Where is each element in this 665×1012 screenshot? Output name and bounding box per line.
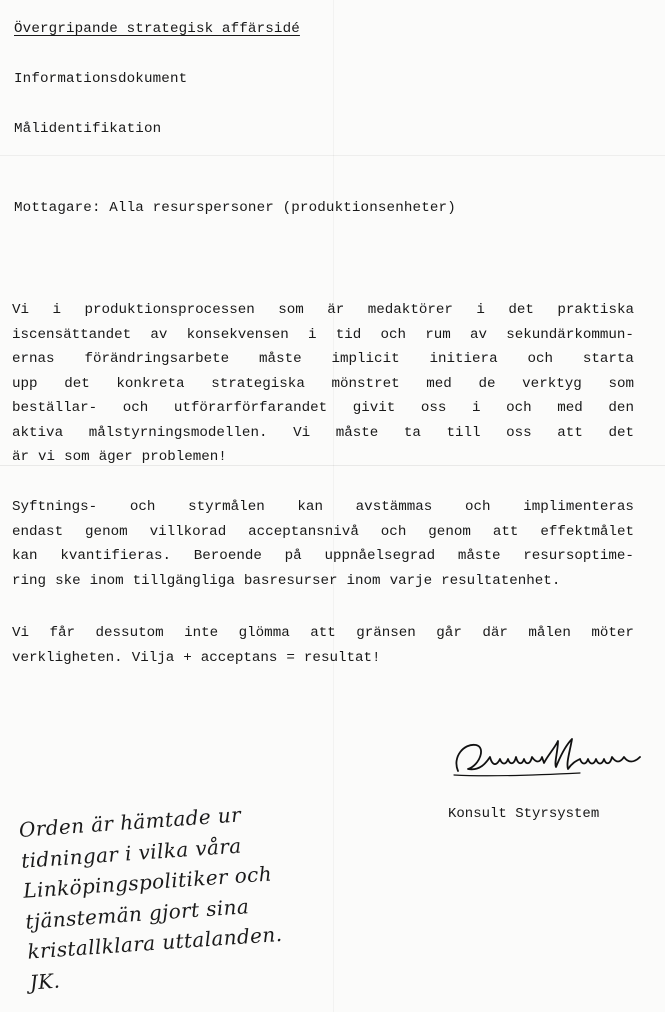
word: att	[310, 625, 336, 641]
word: det	[508, 302, 534, 318]
word: styrmålen	[188, 499, 265, 515]
handwritten-line: JK.	[28, 967, 61, 995]
word: acceptansnivå	[248, 523, 359, 540]
paragraph-1	[12, 298, 634, 470]
text-line	[12, 520, 634, 545]
word: konkreta	[116, 375, 185, 392]
text-line	[12, 445, 634, 470]
handwritten-line: tjänstemän gjort sina	[24, 893, 250, 934]
word: givit	[352, 400, 396, 416]
word: starta	[582, 351, 634, 367]
word: problemen!	[141, 449, 227, 465]
word: som	[64, 449, 90, 465]
word: ske	[55, 572, 81, 589]
word: Vi	[293, 424, 311, 441]
word: möter	[591, 625, 634, 641]
word: ring	[12, 572, 47, 589]
handwritten-line: Linköpingspolitiker och	[22, 861, 273, 903]
word: och	[122, 400, 149, 416]
word: förändringsarbete	[84, 351, 230, 367]
word: verktyg	[522, 375, 582, 392]
word: upp	[12, 375, 38, 392]
handwritten-line: kristallklara uttalanden.	[26, 921, 284, 964]
text-line	[12, 323, 634, 348]
word: och	[129, 499, 156, 515]
word: till	[446, 424, 481, 441]
word: med	[426, 375, 452, 392]
word: iscensättandet	[12, 326, 132, 343]
word: Vilja	[131, 649, 175, 666]
word: basresurser	[243, 572, 338, 589]
word: kan	[12, 548, 38, 564]
word: implimenteras	[523, 499, 634, 515]
word: det	[608, 424, 634, 441]
text-line	[12, 347, 634, 372]
text-line	[12, 646, 634, 671]
word: acceptans	[200, 649, 278, 666]
word: resultat!	[303, 649, 381, 666]
recipients-line: Mottagare: Alla resurspersoner (produktionsenheter)	[14, 200, 456, 216]
word: uppnåelsegrad	[324, 548, 436, 564]
word: och	[506, 400, 532, 416]
word: gränsen	[356, 625, 416, 641]
word: målstyrningsmodellen.	[88, 424, 268, 441]
paragraph-3	[12, 621, 634, 670]
word: initiera	[429, 351, 498, 367]
word: avstämmas	[355, 499, 433, 515]
word: den	[608, 400, 634, 416]
word: Syftnings-	[12, 499, 98, 515]
word: utförarförfarandet	[173, 400, 328, 416]
word: villkorad	[149, 523, 227, 540]
word: de	[478, 375, 496, 392]
word: med	[557, 400, 583, 416]
text-line	[12, 569, 634, 594]
document-title: Övergripande strategisk affärsidé	[14, 21, 300, 37]
word: Beroende	[193, 548, 262, 564]
word: genom	[428, 523, 471, 540]
word: på	[284, 548, 302, 564]
word: av	[150, 326, 168, 343]
text-line	[12, 544, 634, 569]
document-type: Informationsdokument	[14, 71, 188, 87]
word: resultatenhet.	[441, 572, 561, 589]
word: i	[476, 302, 485, 318]
word: inom	[346, 572, 381, 589]
word: resursoptime-	[523, 548, 634, 564]
word: konsekvensen	[186, 326, 289, 343]
word: får	[49, 625, 76, 641]
word: =	[286, 649, 295, 666]
word: vi	[38, 449, 56, 465]
word: ernas	[12, 351, 55, 367]
word: i	[308, 326, 317, 343]
section-heading: Målidentifikation	[14, 121, 162, 137]
word: inom	[89, 572, 124, 589]
word: i	[472, 400, 481, 416]
word: att	[557, 424, 583, 441]
word: praktiska	[557, 302, 634, 318]
word: målen	[528, 625, 571, 641]
word: kan	[297, 499, 323, 515]
word: glömma	[238, 625, 290, 641]
word: oss	[420, 400, 447, 416]
word: effektmålet	[540, 523, 634, 540]
word: och	[527, 351, 553, 367]
word: rum	[425, 326, 451, 343]
text-line	[12, 396, 634, 421]
handwritten-line: Orden är hämtade ur	[18, 802, 242, 842]
word: verkligheten.	[12, 649, 123, 666]
word: endast	[12, 523, 64, 540]
word: måste	[259, 351, 302, 367]
signer-title: Konsult Styrsystem	[448, 806, 600, 822]
word: genom	[85, 523, 128, 540]
word: är	[12, 449, 30, 465]
word: +	[183, 649, 192, 666]
word: och	[465, 499, 491, 515]
word: ta	[403, 424, 421, 441]
word: produktionsprocessen	[84, 302, 255, 318]
text-line	[12, 621, 634, 646]
word: mönstret	[331, 375, 400, 392]
word: aktiva	[12, 424, 64, 441]
word: i	[52, 302, 62, 318]
handwritten-note	[18, 793, 350, 998]
word: och	[380, 326, 407, 343]
word: medaktörer	[367, 302, 453, 318]
word: Vi	[12, 302, 30, 318]
word: inte	[184, 625, 219, 641]
word: oss	[506, 424, 532, 441]
word: där	[482, 625, 508, 641]
text-line	[12, 298, 634, 323]
word: Vi	[12, 625, 30, 641]
signature	[450, 735, 646, 783]
word: sekundärkommun-	[506, 326, 634, 343]
word: måste	[335, 424, 379, 441]
word: beställar-	[12, 400, 98, 416]
word: är	[327, 302, 345, 318]
paragraph-2	[12, 495, 634, 593]
word: går	[436, 625, 462, 641]
word: strategiska	[211, 375, 305, 392]
word: det	[64, 375, 90, 392]
word: varje	[389, 572, 433, 589]
word: kvantifieras.	[60, 548, 171, 564]
word: äger	[98, 449, 133, 465]
text-line	[12, 495, 634, 520]
word: tillgängliga	[132, 572, 235, 589]
word: implicit	[331, 351, 400, 367]
word: och	[380, 523, 407, 540]
handwritten-line: tidningar i vilka våra	[20, 833, 243, 873]
word: att	[492, 523, 519, 540]
text-line	[12, 372, 634, 397]
word: som	[278, 302, 304, 318]
word: tid	[335, 326, 362, 343]
word: av	[469, 326, 488, 343]
word: som	[608, 375, 634, 392]
text-line	[12, 421, 634, 446]
word: dessutom	[95, 625, 164, 641]
word: måste	[457, 548, 501, 564]
